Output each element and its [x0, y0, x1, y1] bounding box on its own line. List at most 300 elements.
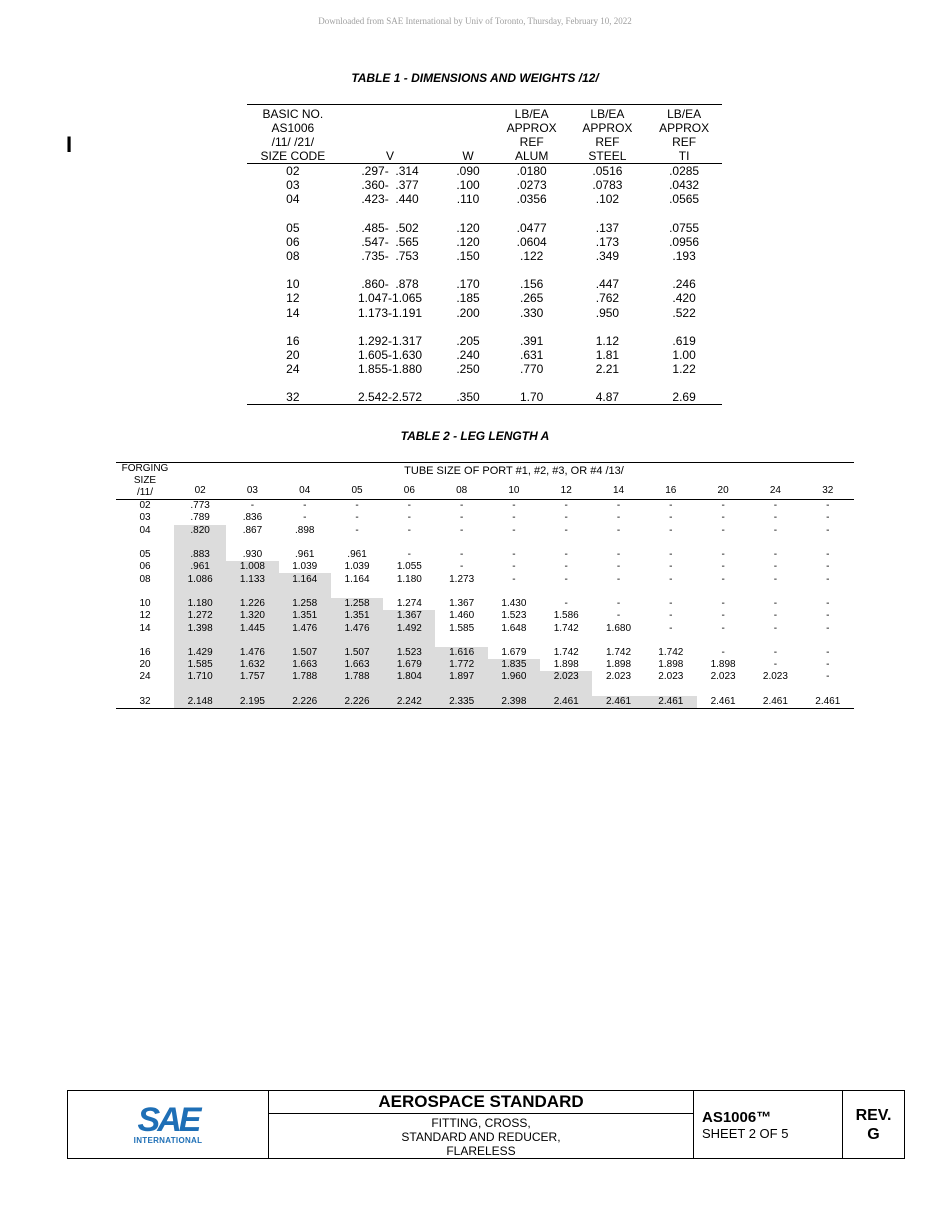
- leg-length-cell: 1.226: [226, 598, 278, 610]
- table1-cell-size: 04: [286, 192, 300, 207]
- table2-row: [116, 659, 854, 671]
- leg-length-cell: 1.742: [553, 622, 579, 634]
- leg-length-cell: -: [721, 500, 725, 512]
- table1-cell-ti: .619: [672, 333, 696, 348]
- table1-cell-w: .205: [456, 333, 480, 348]
- leg-length-cell: -: [721, 561, 725, 573]
- leg-length-cell: -: [826, 573, 830, 585]
- leg-length-cell: 1.648: [501, 622, 527, 634]
- leg-length-cell: 1.523: [383, 647, 435, 659]
- leg-length-cell: -: [826, 597, 830, 609]
- tube-size-column-header: 24: [769, 484, 781, 496]
- leg-length-cell: .773: [190, 500, 210, 512]
- leg-length-cell: -: [512, 549, 516, 561]
- table1-cell-steel: .102: [595, 192, 620, 207]
- table1-row: [247, 348, 722, 362]
- title-cell: [269, 1091, 694, 1159]
- forging-size-cell: 16: [139, 646, 151, 658]
- leg-length-cell: -: [721, 524, 725, 536]
- leg-length-cell: .930: [242, 549, 263, 561]
- table1-row: [247, 235, 722, 249]
- table2-row: [116, 549, 854, 561]
- table1-cell-w: .185: [456, 291, 480, 306]
- table1-row: [247, 306, 722, 334]
- leg-length-cell: .883: [174, 549, 226, 561]
- leg-length-cell: 2.461: [815, 695, 841, 707]
- leg-length-cell: 1.585: [449, 622, 475, 634]
- leg-length-cell: -: [826, 512, 830, 524]
- leg-length-cell: -: [773, 500, 778, 512]
- table1-cell-ti: .0285: [669, 164, 700, 179]
- table1-row: [247, 192, 722, 220]
- table1-cell-v: .360- .377: [361, 178, 419, 193]
- leg-length-cell: -: [721, 597, 725, 609]
- leg-length-cell: 1.273: [449, 573, 475, 585]
- revision-bar: I: [66, 132, 73, 157]
- table2-row: [116, 500, 854, 513]
- leg-length-cell: 1.742: [658, 646, 684, 658]
- forging-size-cell: 08: [139, 573, 151, 585]
- leg-length-cell: 1.460: [449, 610, 475, 622]
- table1-cell-alum: .0273: [516, 178, 547, 193]
- table1-cell-v: .547- .565: [361, 234, 419, 249]
- leg-length-cell: 1.492: [383, 622, 435, 646]
- leg-length-cell: 1.898: [606, 659, 632, 671]
- table1-cell-steel: .950: [595, 305, 620, 320]
- leg-length-cell: 2.226: [331, 696, 383, 709]
- tube-size-column-header: 05: [351, 484, 363, 496]
- leg-length-cell: 1.897: [435, 671, 487, 695]
- leg-length-cell: 1.351: [331, 610, 383, 622]
- leg-length-cell: -: [773, 561, 778, 573]
- leg-length-cell: 2.226: [279, 696, 331, 709]
- leg-length-cell: -: [826, 549, 830, 561]
- leg-length-cell: -: [303, 512, 307, 524]
- leg-length-cell: -: [773, 524, 778, 536]
- table1-row: [247, 249, 722, 277]
- table2-row: [116, 671, 854, 695]
- leg-length-cell: -: [459, 549, 464, 561]
- forging-size-cell: 05: [139, 549, 151, 561]
- leg-length-cell: 1.960: [488, 671, 540, 695]
- w-header: W: [462, 149, 474, 163]
- leg-length-cell: -: [459, 524, 464, 536]
- table1-row: [247, 178, 722, 192]
- leg-length-cell: -: [773, 659, 778, 671]
- tube-size-column-header: 06: [403, 484, 415, 496]
- table1-cell-size: 20: [286, 347, 300, 362]
- leg-length-cell: 1.272: [174, 610, 226, 622]
- forging-size-cell: 04: [139, 524, 151, 536]
- table1-row: [247, 277, 722, 291]
- table1-cell-steel: .0783: [592, 178, 623, 193]
- table1-cell-w: .240: [456, 347, 480, 362]
- table2-group-header-row: [116, 463, 854, 483]
- forging-size-cell: 10: [139, 597, 151, 609]
- leg-length-cell: 1.585: [174, 659, 226, 671]
- leg-length-cell: 1.258: [279, 598, 331, 610]
- title-block: [67, 1090, 905, 1159]
- leg-length-cell: -: [826, 524, 830, 536]
- table1-cell-ti: .420: [672, 291, 696, 306]
- tube-size-column-header: 04: [299, 484, 311, 496]
- table1-cell-v: .735- .753: [361, 249, 419, 264]
- table1-cell-alum: .631: [519, 347, 544, 362]
- table2-row: [116, 512, 854, 524]
- table1-cell-alum: .0356: [516, 192, 547, 207]
- table1-cell-steel: 4.87: [595, 390, 620, 405]
- table1-cell-ti: 2.69: [672, 390, 696, 405]
- leg-length-cell: -: [564, 561, 568, 573]
- leg-length-cell: -: [616, 500, 621, 512]
- leg-length-cell: -: [669, 597, 673, 609]
- table1-cell-ti: .522: [672, 305, 696, 320]
- leg-length-cell: -: [459, 512, 464, 524]
- forging-size-cell: 06: [139, 561, 151, 573]
- table1-cell-size: 12: [286, 291, 300, 306]
- doc-cell: [694, 1091, 843, 1159]
- leg-length-cell: -: [773, 573, 778, 585]
- leg-length-cell: -: [773, 622, 778, 634]
- table1-cell-alum: .0604: [516, 234, 547, 249]
- leg-length-cell: -: [407, 512, 411, 524]
- table1-cell-ti: .0956: [669, 234, 700, 249]
- leg-length-cell: 1.164: [344, 573, 370, 585]
- table1-cell-alum: 1.70: [519, 390, 544, 405]
- leg-length-cell: -: [826, 561, 830, 573]
- leg-length-cell: 1.274: [396, 597, 422, 609]
- leg-length-cell: 1.398: [174, 622, 226, 646]
- table1-cell-alum: .330: [519, 305, 544, 320]
- table1-cell-w: .350: [456, 390, 480, 405]
- leg-length-cell: -: [773, 646, 778, 658]
- download-note: Downloaded from SAE International by Univ of Toronto, Thursday, February 10, 2022: [318, 16, 632, 26]
- table1-cell-steel: 1.81: [595, 347, 620, 362]
- leg-length-cell: 1.898: [710, 659, 736, 671]
- table1-cell-v: .485- .502: [361, 220, 419, 235]
- leg-length-cell: 1.164: [279, 573, 331, 597]
- forging-size-cell: 03: [139, 512, 151, 524]
- table1-cell-w: .250: [456, 362, 480, 377]
- table1-cell-size: 05: [286, 220, 300, 235]
- table1-cell-size: 03: [286, 178, 300, 193]
- table1-cell-size: 06: [286, 234, 300, 249]
- tube-size-column-header: 12: [560, 484, 572, 496]
- leg-length-cell: -: [826, 659, 830, 671]
- table1-cell-w: .150: [456, 249, 480, 264]
- document-number: AS1006™: [702, 1108, 772, 1126]
- forging-size-cell: 02: [139, 500, 151, 512]
- leg-length-cell: .820: [174, 525, 226, 549]
- sae-logo-mark: SAE: [137, 1101, 199, 1139]
- table1-cell-w: .170: [456, 277, 480, 292]
- leg-length-cell: -: [826, 671, 830, 683]
- table1-cell-w: .100: [456, 178, 480, 193]
- leg-length-cell: 1.898: [553, 659, 579, 671]
- leg-length-cell: .961: [295, 549, 315, 561]
- table1-cell-v: .297- .314: [361, 164, 419, 179]
- sheet-number: SHEET 2 OF 5: [702, 1125, 789, 1141]
- table1-row: [247, 291, 722, 305]
- leg-length-cell: -: [512, 500, 516, 512]
- tube-size-column-header: 20: [717, 484, 729, 496]
- leg-length-cell: -: [669, 610, 673, 622]
- leg-length-cell: 1.367: [449, 597, 475, 609]
- leg-length-cell: 1.680: [606, 622, 632, 634]
- table1-cell-w: .110: [456, 192, 480, 207]
- tube-size-column-header: 03: [246, 484, 258, 496]
- leg-length-cell: -: [512, 512, 516, 524]
- leg-length-cell: -: [459, 561, 464, 573]
- leg-length-cell: 1.742: [606, 646, 632, 658]
- leg-length-cell: 1.663: [279, 659, 331, 671]
- leg-length-cell: 2.023: [658, 671, 684, 683]
- revision-label: REV.: [855, 1106, 892, 1124]
- leg-length-cell: 2.398: [488, 696, 540, 709]
- leg-length-cell: 1.788: [279, 671, 331, 695]
- tube-size-column-header: 32: [822, 484, 834, 496]
- table1-cell-steel: 1.12: [595, 333, 620, 348]
- leg-length-cell: -: [721, 622, 725, 634]
- leg-length-cell: -: [459, 500, 464, 512]
- leg-length-cell: -: [564, 500, 568, 512]
- leg-length-cell: 2.148: [174, 696, 226, 709]
- dimensions-weights-table: [247, 104, 722, 405]
- leg-length-cell: -: [616, 597, 621, 609]
- leg-length-cell: -: [669, 500, 673, 512]
- leg-length-cell: -: [564, 549, 568, 561]
- leg-length-cell: 2.461: [762, 695, 788, 707]
- leg-length-cell: 1.757: [226, 671, 278, 695]
- table1-cell-v: 1.605-1.630: [358, 347, 423, 362]
- leg-length-cell: 2.242: [383, 696, 435, 709]
- leg-length-cell: 2.461: [710, 695, 736, 707]
- leg-length-cell: 1.180: [396, 573, 422, 585]
- leg-length-cell: 1.351: [279, 610, 331, 622]
- table1-cell-size: 14: [286, 305, 300, 320]
- leg-length-cell: 2.461: [645, 696, 697, 709]
- leg-length-cell: 1.367: [383, 610, 435, 622]
- forging-size-header: FORGING SIZE /11/: [121, 463, 169, 498]
- leg-length-cell: -: [616, 549, 621, 561]
- table1-cell-size: 02: [286, 164, 300, 179]
- leg-length-cell: 1.788: [331, 671, 383, 695]
- table1-cell-ti: 1.00: [672, 347, 696, 362]
- leg-length-cell: 1.523: [501, 610, 527, 622]
- forging-size-cell: 24: [139, 671, 151, 683]
- leg-length-cell: 1.133: [226, 573, 278, 597]
- leg-length-cell: -: [773, 549, 778, 561]
- table1-cell-alum: .0477: [516, 220, 547, 235]
- table1-cell-w: .120: [456, 234, 480, 249]
- table1-cell-size: 24: [286, 362, 300, 377]
- leg-length-cell: -: [669, 524, 673, 536]
- leg-length-cell: -: [355, 524, 359, 536]
- table1-cell-steel: .137: [595, 220, 620, 235]
- table1-cell-steel: .447: [595, 277, 620, 292]
- sae-logo-subtext: INTERNATIONAL: [133, 1136, 203, 1145]
- leg-length-cell: 1.429: [174, 647, 226, 659]
- leg-length-cell: -: [773, 512, 778, 524]
- leg-length-cell: 2.023: [606, 671, 632, 683]
- leg-length-cell: 2.023: [762, 671, 788, 683]
- table2-row: [116, 598, 854, 610]
- table1-header-row: [247, 105, 722, 164]
- table2-row: [116, 525, 854, 549]
- forging-size-cell: 20: [139, 659, 151, 671]
- table1-cell-w: .200: [456, 305, 480, 320]
- leg-length-cell: -: [773, 610, 778, 622]
- forging-size-cell: 14: [139, 622, 151, 634]
- leg-length-cell: -: [721, 646, 725, 658]
- table1-cell-ti: .0432: [669, 178, 700, 193]
- leg-length-cell: .898: [295, 524, 315, 536]
- leg-length-cell: .789: [190, 512, 210, 524]
- leg-length-table: [116, 462, 854, 709]
- steel-header: LB/EA APPROX REF STEEL: [582, 107, 633, 163]
- table1-row: [247, 334, 722, 348]
- leg-length-cell: 1.445: [226, 622, 278, 646]
- alum-header: LB/EA APPROX REF ALUM: [506, 107, 557, 163]
- table1-row: [247, 362, 722, 390]
- leg-length-cell: 1.476: [331, 622, 383, 646]
- forging-size-cell: 12: [139, 610, 151, 622]
- table1-cell-steel: .0516: [592, 164, 623, 179]
- table1-cell-steel: .349: [595, 249, 620, 264]
- leg-length-cell: 1.772: [435, 659, 487, 671]
- leg-length-cell: 1.430: [501, 597, 527, 609]
- tube-size-column-header: 16: [665, 484, 677, 496]
- leg-length-cell: -: [669, 561, 673, 573]
- table1-cell-w: .090: [456, 164, 480, 179]
- table1-cell-v: 1.047-1.065: [358, 291, 423, 306]
- table2-row: [116, 573, 854, 597]
- table2-row: [116, 647, 854, 659]
- leg-length-cell: -: [407, 549, 411, 561]
- table1-cell-v: .423- .440: [361, 192, 419, 207]
- leg-length-cell: -: [669, 622, 673, 634]
- table1-cell-size: 16: [286, 333, 300, 348]
- standard-title: AEROSPACE STANDARD: [269, 1091, 693, 1114]
- leg-length-cell: -: [512, 573, 516, 585]
- table1-cell-w: .120: [456, 220, 480, 235]
- leg-length-cell: 1.679: [501, 646, 527, 658]
- table2-row: [116, 622, 854, 646]
- table1-cell-alum: .0180: [516, 164, 547, 179]
- ti-header: LB/EA APPROX REF TI: [659, 107, 710, 163]
- leg-length-cell: -: [721, 573, 725, 585]
- leg-length-cell: 1.742: [553, 646, 579, 658]
- table2-row: [116, 610, 854, 622]
- table2-column-header-row: [116, 482, 854, 499]
- table1-cell-alum: .770: [519, 362, 544, 377]
- leg-length-cell: -: [669, 573, 673, 585]
- table1-cell-size: 32: [286, 390, 300, 405]
- tube-size-column-header: 02: [194, 484, 206, 496]
- table1-row: [247, 164, 722, 179]
- tube-size-column-header: 08: [456, 484, 468, 496]
- standard-description: FITTING, CROSS, STANDARD AND REDUCER, FLARELESS: [401, 1116, 561, 1158]
- v-header: V: [386, 149, 395, 163]
- leg-length-cell: -: [564, 512, 568, 524]
- table1-cell-ti: .193: [672, 249, 696, 264]
- leg-length-cell: 1.507: [331, 647, 383, 659]
- table1-cell-alum: .156: [519, 277, 544, 292]
- table1-cell-alum: .391: [519, 333, 544, 348]
- leg-length-cell: -: [303, 500, 307, 512]
- leg-length-cell: 2.461: [592, 696, 644, 709]
- tube-size-header: TUBE SIZE OF PORT #1, #2, #3, OR #4 /13/: [404, 465, 624, 477]
- leg-length-cell: 1.898: [658, 659, 684, 671]
- leg-length-cell: 1.663: [331, 659, 383, 671]
- leg-length-cell: 1.180: [174, 598, 226, 610]
- leg-length-cell: -: [669, 549, 673, 561]
- leg-length-cell: 2.335: [435, 696, 487, 709]
- leg-length-cell: .961: [347, 549, 367, 561]
- leg-length-cell: .961: [174, 561, 226, 573]
- leg-length-cell: 1.616: [435, 647, 487, 659]
- leg-length-cell: -: [564, 524, 568, 536]
- revision-value: G: [867, 1125, 880, 1143]
- table1-cell-ti: 1.22: [672, 362, 696, 377]
- leg-length-cell: 1.835: [488, 659, 540, 671]
- leg-length-cell: -: [721, 549, 725, 561]
- leg-length-cell: 1.632: [226, 659, 278, 671]
- table1-cell-alum: .265: [519, 291, 544, 306]
- leg-length-cell: -: [826, 622, 830, 634]
- leg-length-cell: 2.461: [540, 696, 592, 709]
- leg-length-cell: -: [721, 512, 725, 524]
- leg-length-cell: -: [407, 524, 411, 536]
- sae-logo: [68, 1101, 268, 1145]
- table1-cell-ti: .0755: [669, 220, 700, 235]
- table1-cell-size: 10: [286, 277, 300, 292]
- leg-length-cell: 1.476: [226, 647, 278, 659]
- leg-length-cell: .867: [242, 524, 263, 536]
- table1-cell-v: 1.855-1.880: [358, 362, 423, 377]
- leg-length-cell: 1.804: [383, 671, 435, 695]
- table1-cell-steel: .173: [595, 234, 620, 249]
- leg-length-cell: 1.710: [174, 671, 226, 695]
- leg-length-cell: 1.507: [279, 647, 331, 659]
- leg-length-cell: 2.023: [710, 671, 736, 683]
- table1-cell-v: 2.542-2.572: [358, 390, 423, 405]
- leg-length-cell: 1.258: [331, 598, 383, 610]
- leg-length-cell: -: [355, 500, 359, 512]
- leg-length-cell: -: [773, 597, 778, 609]
- leg-length-cell: 1.320: [226, 610, 278, 622]
- leg-length-cell: -: [512, 561, 516, 573]
- size-code-header: BASIC NO. AS1006 /11/ /21/ SIZE CODE: [260, 107, 326, 163]
- leg-length-cell: 1.086: [174, 573, 226, 597]
- leg-length-cell: 1.039: [292, 561, 318, 573]
- leg-length-cell: 1.476: [279, 622, 331, 646]
- leg-length-cell: -: [616, 561, 621, 573]
- table1-cell-ti: .0565: [669, 192, 700, 207]
- table1-cell-steel: 2.21: [595, 362, 620, 377]
- table1-cell-v: .860- .878: [361, 277, 419, 292]
- table1-cell-alum: .122: [519, 249, 544, 264]
- leg-length-cell: -: [616, 573, 621, 585]
- leg-length-cell: -: [826, 500, 830, 512]
- leg-length-cell: -: [826, 646, 830, 658]
- tube-size-column-header: 14: [612, 484, 625, 496]
- leg-length-cell: -: [616, 524, 621, 536]
- revision-cell: [843, 1091, 905, 1159]
- table1-cell-v: 1.292-1.317: [358, 333, 423, 348]
- leg-length-cell: -: [512, 524, 516, 536]
- leg-length-cell: -: [564, 573, 568, 585]
